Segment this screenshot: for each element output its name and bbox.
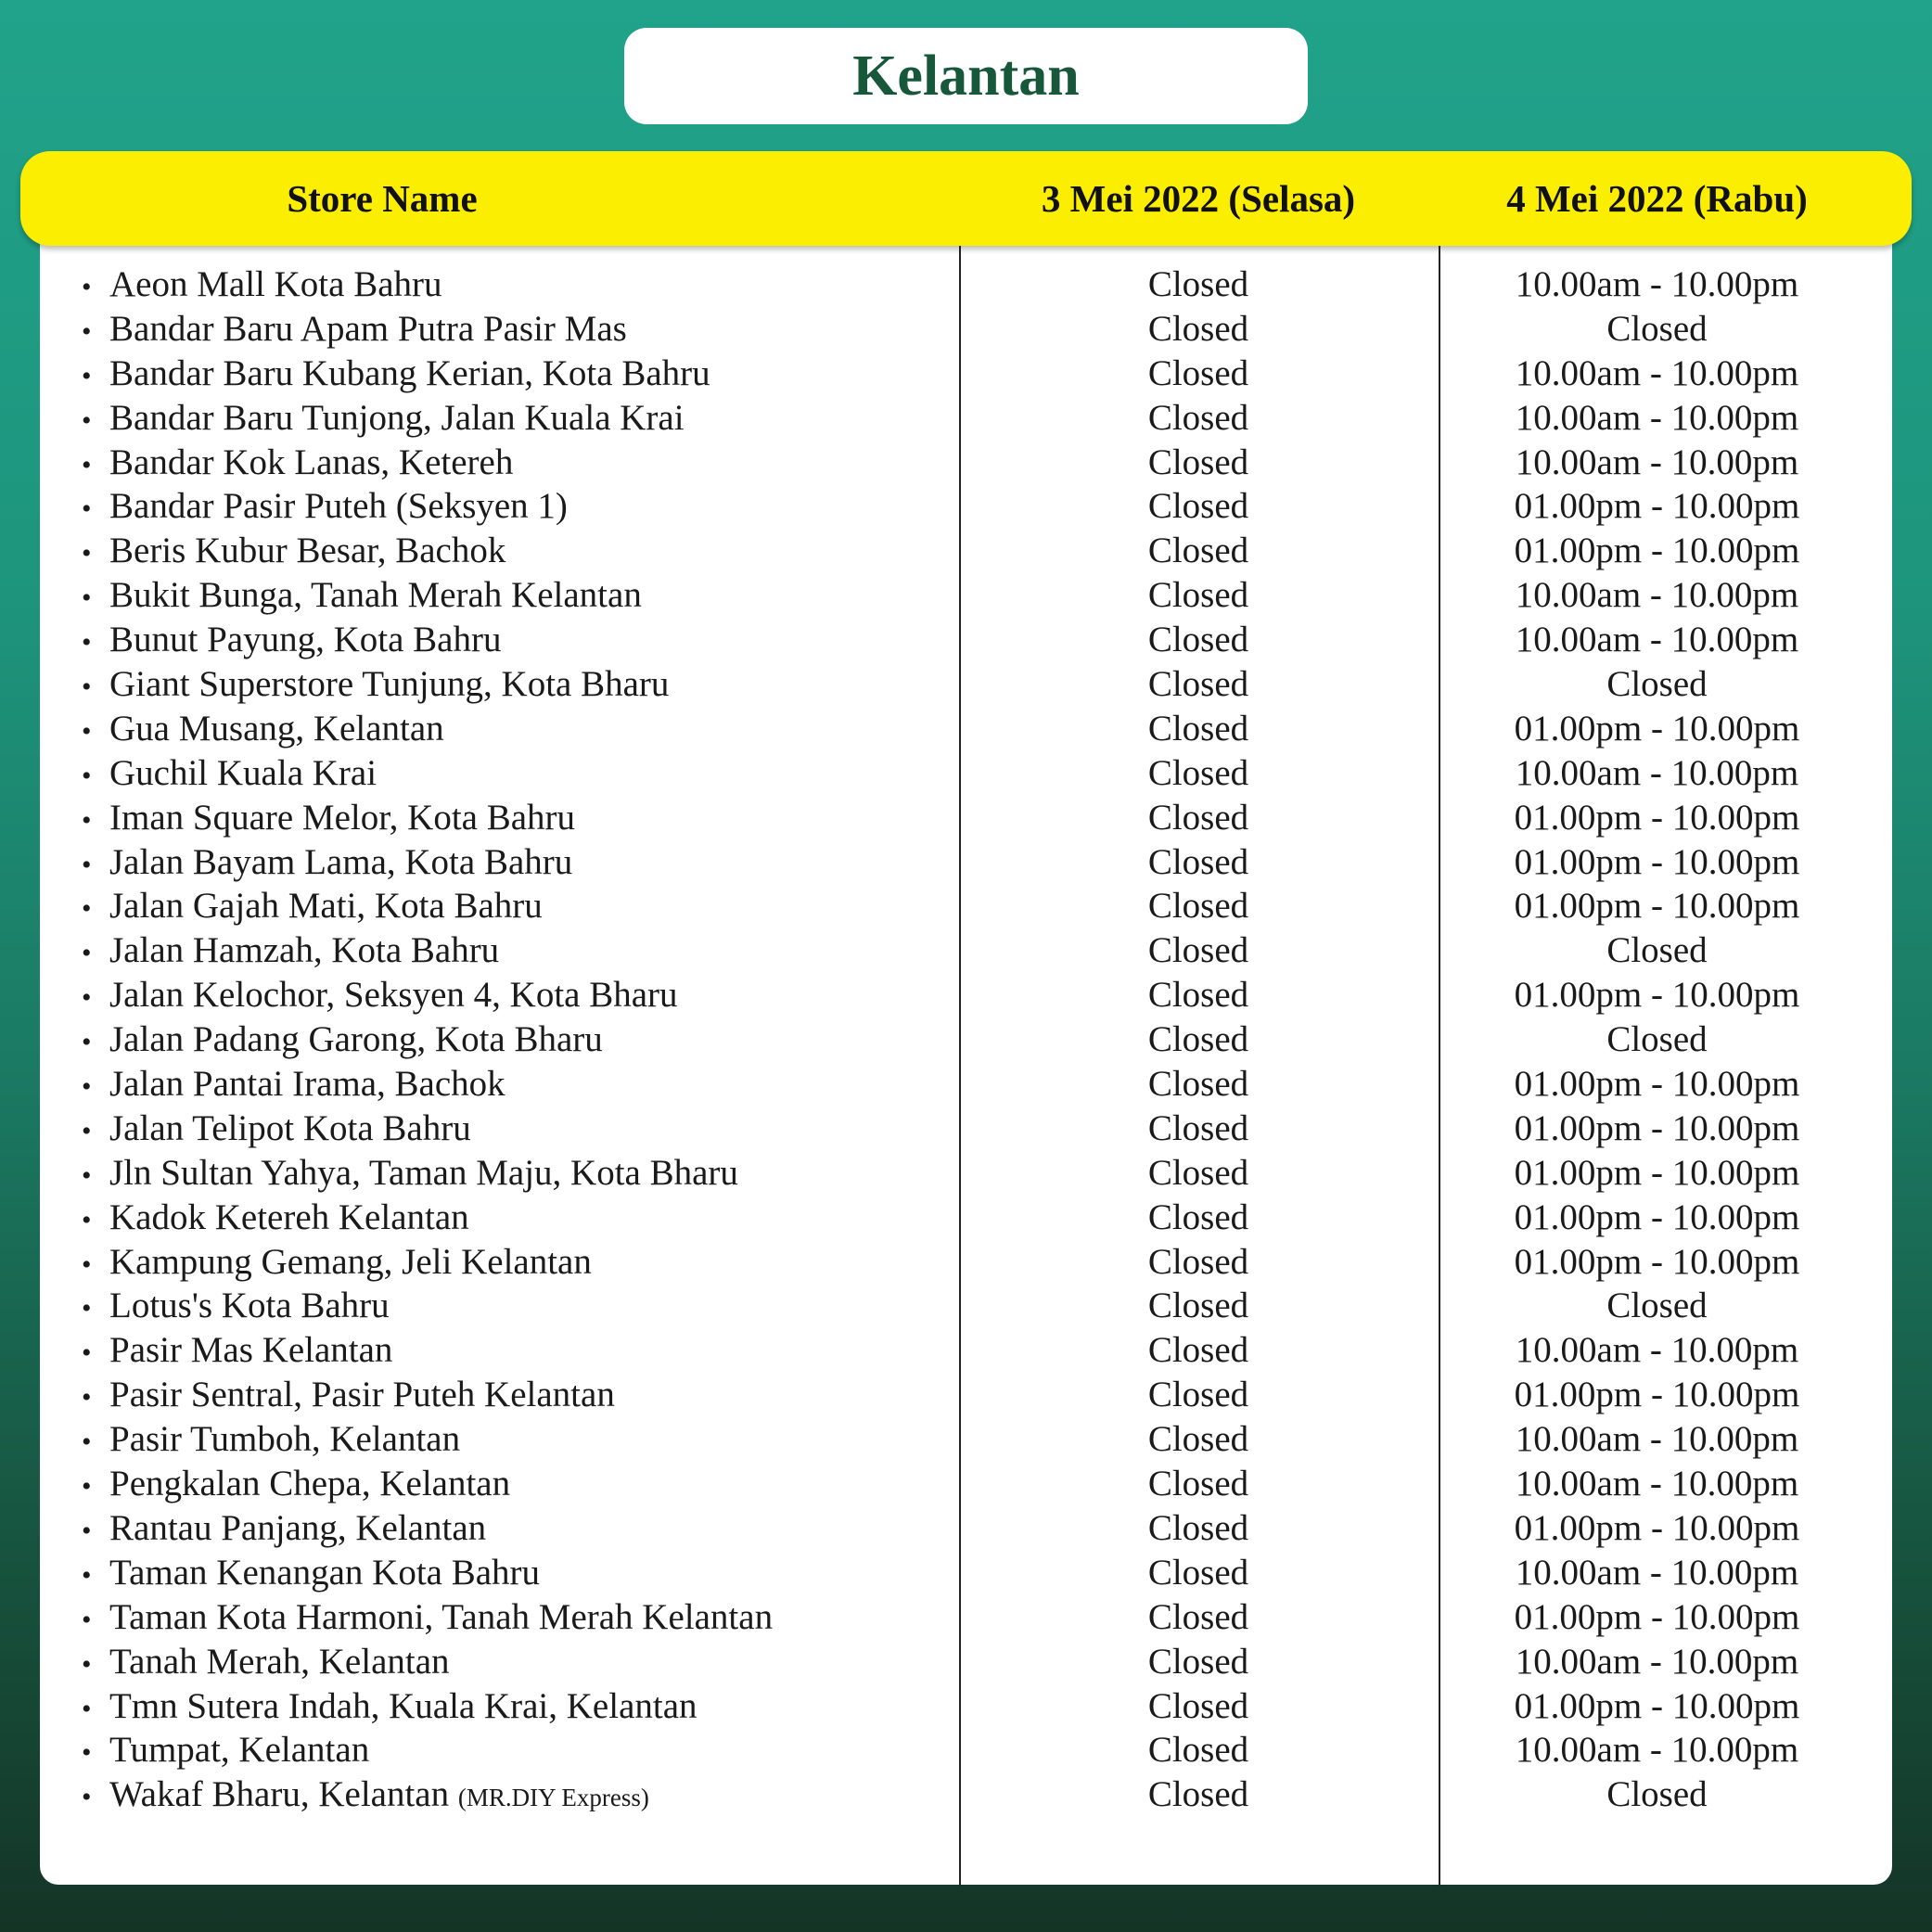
store-name-cell <box>82 618 501 662</box>
day2-hours: 10.00am - 10.00pm <box>1515 1464 1799 1504</box>
day2-hours: 01.00pm - 10.00pm <box>1514 1507 1800 1548</box>
table-row <box>0 618 1932 662</box>
table-row <box>0 262 1932 307</box>
store-name-cell <box>82 840 572 885</box>
day2-hours: 01.00pm - 10.00pm <box>1514 975 1800 1016</box>
day2-hours: 01.00pm - 10.00pm <box>1514 1685 1800 1726</box>
table-header <box>20 151 1912 246</box>
bullet-icon: • <box>82 982 92 1014</box>
store-name: Lotus's Kota Bahru <box>109 1286 390 1326</box>
day1-hours: Closed <box>1147 1685 1249 1726</box>
store-name: Bandar Kok Lanas, Ketereh <box>109 441 514 482</box>
store-name-cell <box>82 441 513 485</box>
day1-hours: Closed <box>1147 708 1249 748</box>
day1-hours: Closed <box>1147 575 1249 616</box>
store-name-cell <box>82 1417 460 1462</box>
day1-hours: Closed <box>1147 441 1249 482</box>
day1-hours: Closed <box>1147 752 1249 793</box>
store-name: Aeon Mall Kota Bahru <box>109 264 442 304</box>
store-name: Bandar Pasir Puteh (Seksyen 1) <box>109 486 568 527</box>
day1-hours: Closed <box>1147 1552 1249 1593</box>
store-note: (MR.DIY Express) <box>457 1784 649 1812</box>
store-name-cell <box>82 1284 390 1328</box>
store-name-cell <box>82 307 627 352</box>
day2-hours: 01.00pm - 10.00pm <box>1514 1064 1800 1105</box>
store-name-cell <box>82 1151 738 1196</box>
day2-hours: 01.00pm - 10.00pm <box>1514 1196 1800 1237</box>
header-store-name: Store Name <box>287 177 478 220</box>
day2-hours: 10.00am - 10.00pm <box>1515 1641 1799 1682</box>
day2-hours: 10.00am - 10.00pm <box>1515 1552 1799 1593</box>
store-name-cell <box>82 262 442 307</box>
table-row <box>0 484 1932 529</box>
day2-hours: 10.00am - 10.00pm <box>1515 1730 1799 1771</box>
day2-hours: 10.00am - 10.00pm <box>1515 397 1799 438</box>
bullet-icon: • <box>82 272 92 302</box>
store-name-cell <box>82 884 543 928</box>
day2-hours: 10.00am - 10.00pm <box>1515 575 1799 616</box>
store-name-cell <box>82 352 710 396</box>
day1-hours: Closed <box>1147 1419 1249 1460</box>
store-name: Taman Kenangan Kota Bahru <box>109 1552 541 1593</box>
table-row <box>0 707 1932 751</box>
day2-hours: 01.00pm - 10.00pm <box>1514 708 1800 748</box>
store-name-cell <box>82 1640 450 1684</box>
day2-hours: 01.00pm - 10.00pm <box>1514 1107 1800 1148</box>
store-name-cell <box>82 1240 592 1285</box>
bullet-icon: • <box>82 804 92 836</box>
day1-hours: Closed <box>1147 1107 1249 1148</box>
day1-hours: Closed <box>1147 930 1249 971</box>
day2-hours: Closed <box>1606 1286 1708 1326</box>
store-name: Jln Sultan Yahya, Taman Maju, Kota Bharu <box>109 1152 738 1193</box>
table-row <box>0 1328 1932 1373</box>
bullet-icon: • <box>82 1337 92 1369</box>
store-name: Pengkalan Chepa, Kelantan <box>109 1464 511 1504</box>
store-name: Bandar Baru Tunjong, Jalan Kuala Krai <box>109 397 685 438</box>
store-name: Jalan Bayam Lama, Kota Bahru <box>109 841 573 882</box>
store-name: Iman Square Melor, Kota Bahru <box>109 797 576 838</box>
day1-hours: Closed <box>1147 620 1249 660</box>
day2-hours: 01.00pm - 10.00pm <box>1514 841 1800 882</box>
bullet-icon: • <box>82 404 92 436</box>
day2-hours: 01.00pm - 10.00pm <box>1514 797 1800 838</box>
table-row <box>0 529 1932 573</box>
bullet-icon: • <box>82 1115 92 1146</box>
table-row <box>0 973 1932 1017</box>
table-row <box>0 1506 1932 1551</box>
store-name-cell <box>82 1328 392 1373</box>
bullet-icon: • <box>82 672 92 703</box>
day1-hours: Closed <box>1147 841 1249 882</box>
bullet-icon: • <box>82 1382 92 1414</box>
table-row <box>0 1728 1932 1772</box>
store-name: Bukit Bunga, Tanah Merah Kelantan <box>109 575 642 616</box>
store-name: Kadok Ketereh Kelantan <box>109 1196 469 1237</box>
store-name-cell <box>82 928 499 973</box>
table-row <box>0 840 1932 885</box>
table-row <box>0 1417 1932 1462</box>
store-name: Beris Kubur Besar, Bachok <box>109 531 506 571</box>
day2-hours: 01.00pm - 10.00pm <box>1514 486 1800 527</box>
table-row <box>0 573 1932 618</box>
bullet-icon: • <box>82 715 92 747</box>
day2-hours: 10.00am - 10.00pm <box>1515 1419 1799 1460</box>
store-name: Bunut Payung, Kota Bahru <box>109 620 502 660</box>
bullet-icon: • <box>82 1471 92 1503</box>
store-name-cell <box>82 484 568 529</box>
table-row <box>0 1017 1932 1062</box>
table-row <box>0 1373 1932 1417</box>
table-row <box>0 796 1932 840</box>
store-name: Jalan Telipot Kota Bahru <box>109 1107 471 1148</box>
table-row <box>0 1462 1932 1506</box>
table-row <box>0 1551 1932 1595</box>
table-row <box>0 396 1932 441</box>
store-name: Rantau Panjang, Kelantan <box>109 1507 487 1548</box>
store-name-cell <box>82 529 505 573</box>
header-day2: 4 Mei 2022 (Rabu) <box>1506 177 1808 220</box>
day1-hours: Closed <box>1147 1507 1249 1548</box>
table-row <box>0 1107 1932 1151</box>
store-name: Wakaf Bharu, Kelantan <box>109 1774 450 1815</box>
table-row <box>0 884 1932 928</box>
store-name: Tumpat, Kelantan <box>109 1730 370 1771</box>
store-name-cell <box>82 1017 603 1062</box>
day1-hours: Closed <box>1147 797 1249 838</box>
day1-hours: Closed <box>1147 975 1249 1016</box>
store-name: Jalan Hamzah, Kota Bahru <box>109 930 500 971</box>
day1-hours: Closed <box>1147 1596 1249 1637</box>
bullet-icon: • <box>82 1559 92 1591</box>
day1-hours: Closed <box>1147 486 1249 527</box>
store-name-cell <box>82 1506 486 1551</box>
bullet-icon: • <box>82 849 92 880</box>
bullet-icon: • <box>82 1604 92 1635</box>
store-name: Pasir Mas Kelantan <box>109 1330 393 1371</box>
store-name-cell <box>82 1196 469 1240</box>
bullet-icon: • <box>82 760 92 791</box>
store-name-cell <box>82 573 642 618</box>
bullet-icon: • <box>82 1427 92 1458</box>
day1-hours: Closed <box>1147 1330 1249 1371</box>
day2-hours: 10.00am - 10.00pm <box>1515 620 1799 660</box>
store-name-cell <box>82 1373 615 1417</box>
store-name-cell <box>82 1107 471 1151</box>
day1-hours: Closed <box>1147 397 1249 438</box>
table-row <box>0 928 1932 973</box>
table-row <box>0 1640 1932 1684</box>
bullet-icon: • <box>82 493 92 525</box>
bullet-icon: • <box>82 1293 92 1324</box>
bullet-icon: • <box>82 893 92 925</box>
store-name: Pasir Tumboh, Kelantan <box>109 1419 461 1460</box>
store-name: Tmn Sutera Indah, Kuala Krai, Kelantan <box>109 1685 697 1726</box>
day2-hours: 10.00am - 10.00pm <box>1515 352 1799 393</box>
table-row <box>0 1151 1932 1196</box>
store-name: Jalan Gajah Mati, Kota Bahru <box>109 886 543 927</box>
store-name: Giant Superstore Tunjung, Kota Bharu <box>109 664 670 705</box>
bullet-icon: • <box>82 627 92 659</box>
day2-hours: 10.00am - 10.00pm <box>1515 264 1799 304</box>
table-row <box>0 1062 1932 1107</box>
day2-hours: 10.00am - 10.00pm <box>1515 441 1799 482</box>
day2-hours: 01.00pm - 10.00pm <box>1514 531 1800 571</box>
day2-hours: Closed <box>1606 664 1708 705</box>
day1-hours: Closed <box>1147 1152 1249 1193</box>
table-row <box>0 1595 1932 1640</box>
day1-hours: Closed <box>1147 1196 1249 1237</box>
bullet-icon: • <box>82 1782 92 1813</box>
store-name-cell <box>82 751 377 796</box>
store-name-cell <box>82 1462 510 1506</box>
bullet-icon: • <box>82 1648 92 1680</box>
bullet-icon: • <box>82 315 92 347</box>
store-name: Kampung Gemang, Jeli Kelantan <box>109 1241 592 1282</box>
store-name: Pasir Sentral, Pasir Puteh Kelantan <box>109 1375 615 1415</box>
day1-hours: Closed <box>1147 886 1249 927</box>
store-name: Bandar Baru Kubang Kerian, Kota Bahru <box>109 352 710 393</box>
bullet-icon: • <box>82 1248 92 1280</box>
table-row <box>0 1772 1932 1817</box>
store-name-cell <box>82 973 678 1017</box>
bullet-icon: • <box>82 1159 92 1191</box>
bullet-icon: • <box>82 582 92 614</box>
store-name-cell <box>82 1728 369 1772</box>
bullet-icon: • <box>82 1693 92 1724</box>
store-name-cell <box>82 396 685 441</box>
day2-hours: Closed <box>1606 1774 1708 1815</box>
day1-hours: Closed <box>1147 1241 1249 1282</box>
store-name-cell <box>82 1551 540 1595</box>
store-name-cell <box>82 1684 697 1729</box>
table-row <box>0 352 1932 396</box>
store-name: Tanah Merah, Kelantan <box>109 1641 450 1682</box>
day1-hours: Closed <box>1147 1730 1249 1771</box>
day1-hours: Closed <box>1147 1286 1249 1326</box>
day1-hours: Closed <box>1147 352 1249 393</box>
header-day1: 3 Mei 2022 (Selasa) <box>1041 177 1356 220</box>
bullet-icon: • <box>82 1204 92 1235</box>
bullet-icon: • <box>82 1071 92 1103</box>
store-name-cell <box>82 1595 773 1640</box>
bullet-icon: • <box>82 1515 92 1546</box>
store-name: Jalan Pantai Irama, Bachok <box>109 1064 505 1105</box>
bullet-icon: • <box>82 938 92 969</box>
bullet-icon: • <box>82 360 92 391</box>
day1-hours: Closed <box>1147 1375 1249 1415</box>
day1-hours: Closed <box>1147 531 1249 571</box>
day2-hours: 01.00pm - 10.00pm <box>1514 1596 1800 1637</box>
day1-hours: Closed <box>1147 1019 1249 1060</box>
bullet-icon: • <box>82 449 92 480</box>
store-name: Jalan Padang Garong, Kota Bharu <box>109 1019 603 1060</box>
table-row <box>0 307 1932 352</box>
day2-hours: 01.00pm - 10.00pm <box>1514 1152 1800 1193</box>
day1-hours: Closed <box>1147 308 1249 349</box>
day1-hours: Closed <box>1147 1774 1249 1815</box>
store-name: Gua Musang, Kelantan <box>109 708 444 748</box>
day2-hours: 01.00pm - 10.00pm <box>1514 1375 1800 1415</box>
day1-hours: Closed <box>1147 1464 1249 1504</box>
table-row <box>0 1284 1932 1328</box>
day2-hours: Closed <box>1606 1019 1708 1060</box>
store-name-cell <box>82 1062 505 1107</box>
day1-hours: Closed <box>1147 664 1249 705</box>
day1-hours: Closed <box>1147 264 1249 304</box>
day2-hours: Closed <box>1606 930 1708 971</box>
bullet-icon: • <box>82 1027 92 1058</box>
bullet-icon: • <box>82 538 92 569</box>
store-name: Bandar Baru Apam Putra Pasir Mas <box>109 308 627 349</box>
day2-hours: 01.00pm - 10.00pm <box>1514 1241 1800 1282</box>
store-name: Jalan Kelochor, Seksyen 4, Kota Bharu <box>109 975 678 1016</box>
bullet-icon: • <box>82 1737 92 1769</box>
table-row <box>0 1684 1932 1729</box>
table-row <box>0 662 1932 707</box>
day1-hours: Closed <box>1147 1064 1249 1105</box>
table-row <box>0 751 1932 796</box>
store-name: Taman Kota Harmoni, Tanah Merah Kelantan <box>109 1596 774 1637</box>
table-row <box>0 441 1932 485</box>
day2-hours: Closed <box>1606 308 1708 349</box>
store-name-cell <box>82 707 444 751</box>
store-list <box>0 262 1932 1817</box>
page-title: Kelantan <box>624 28 1308 124</box>
store-name-cell <box>82 796 575 840</box>
day2-hours: 01.00pm - 10.00pm <box>1514 886 1800 927</box>
day1-hours: Closed <box>1147 1641 1249 1682</box>
store-name: Guchil Kuala Krai <box>109 752 377 793</box>
table-row <box>0 1240 1932 1285</box>
store-name-cell <box>82 662 669 707</box>
store-name-cell <box>82 1772 649 1817</box>
day2-hours: 10.00am - 10.00pm <box>1515 752 1799 793</box>
table-row <box>0 1196 1932 1240</box>
day2-hours: 10.00am - 10.00pm <box>1515 1330 1799 1371</box>
